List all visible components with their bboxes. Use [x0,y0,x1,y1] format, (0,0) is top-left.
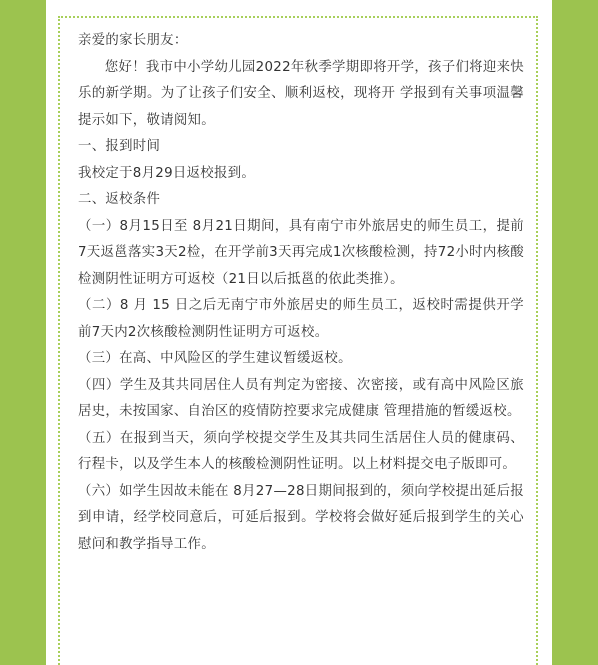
intro-paragraph: 您好！我市中小学幼儿园2022年秋季学期即将开学，孩子们将迎来快乐的新学期。为了让孩子们安全、顺利返校，现将开 学报到有关事项温馨提示如下，敬请阅知。 [78,59,524,128]
condition-item-6: （六）如学生因故未能在 8月27—28日期间报到的，须向学校提出延后报到申请，经学校同意后，可延后报到。学校将会做好延后报到学生的关心慰问和教学指导工作。 [78,483,524,552]
section-heading-return-conditions: 二、返校条件 [78,192,161,207]
condition-item-4: （四）学生及其共同居住人员有判定为密接、次密接，或有高中风险区旅居史，未按国家、自治区的疫情防控要求完成健康 管理措施的暂缓返校。 [78,377,524,419]
notice-card [46,0,552,665]
condition-item-3: （三）在高、中风险区的学生建议暂缓返校。 [78,351,352,366]
notice-content [78,28,524,558]
condition-item-5: （五）在报到当天，须向学校提交学生及其共同生活居住人员的健康码、行程卡，以及学生本人的核酸检测阴性证明。以上材料提交电子版即可。 [78,430,524,472]
section-heading-report-time: 一、报到时间 [78,139,161,154]
greeting: 亲爱的家长朋友： [78,33,188,48]
condition-item-2: （二）8 月 15 日之后无南宁市外旅居史的师生员工，返校时需提供开学前7天内2次核酸检测阴性证明方可返校。 [78,298,524,340]
condition-item-1: （一）8月15日至 8月21日期间，具有南宁市外旅居史的师生员工，提前7天返邕落实3天2检，在开学前3天再完成1次核酸检测，持72小时内核酸检测阴性证明方可返校（21日以后抵邕的依此类推）。 [78,218,524,287]
report-date-text: 我校定于8月29日返校报到。 [78,165,256,181]
